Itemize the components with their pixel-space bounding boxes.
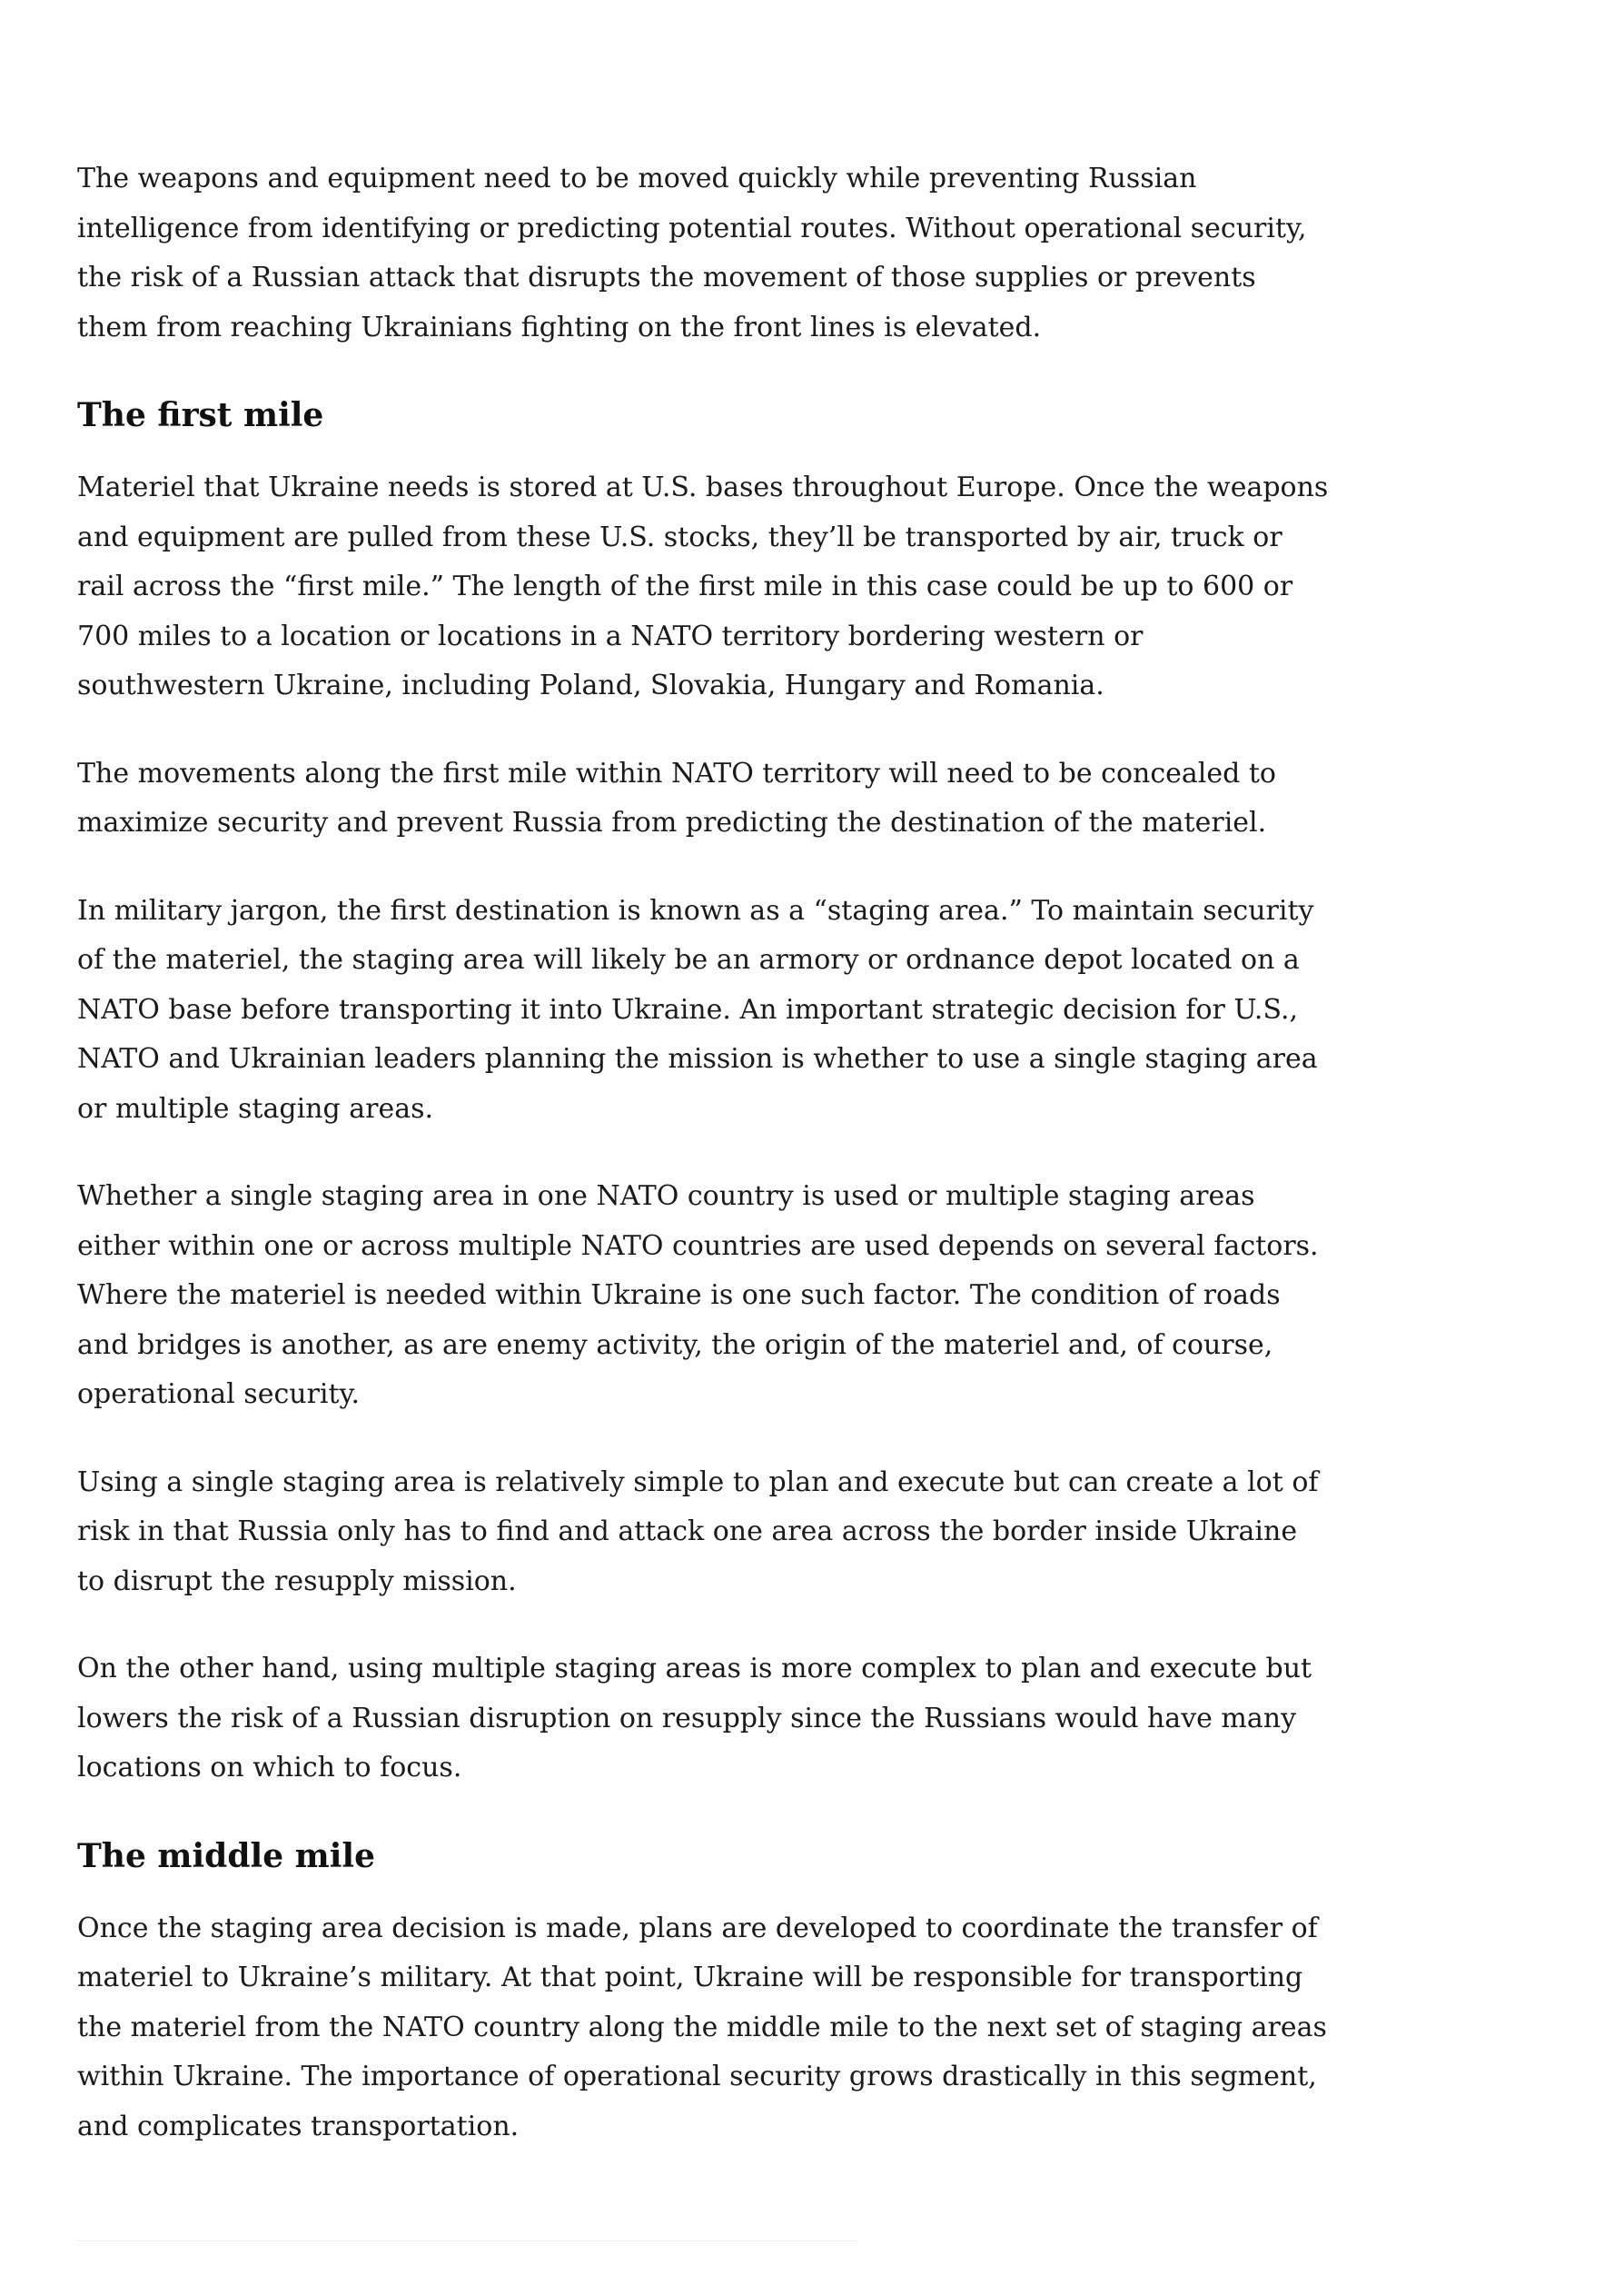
article-body: [77, 154, 1331, 2190]
paragraph: The movements along the first mile within NATO territory will need to be concealed to maximize security and prevent Russia from predicting the destination of the materiel.: [77, 757, 1276, 839]
footer-divider: [77, 2240, 858, 2241]
paragraph: Materiel that Ukraine needs is stored at U.S. bases throughout Europe. Once the weapons and equipment are pulled from these U.S. stocks, they’ll be transported by air, truck or rail across the “first mile.” The length of the first mile in this case could be up to 600 or 700 miles to a location or locations in a NATO territory bordering western or southwestern Ukraine, including Poland, Slovakia, Hungary and Romania.: [77, 472, 1329, 701]
paragraph: Whether a single staging area in one NATO country is used or multiple staging areas either within one or across multiple NATO countries are used depends on several factors. Where the materiel is needed within Ukraine is one such factor. The condition of roads and bridges is another, as are enemy activity, the origin of the materiel and, of course, operational security.: [77, 1180, 1319, 1410]
paragraph: In military jargon, the first destination is known as a “staging area.” To maintain security of the materiel, the staging area will likely be an armory or ordnance depot located on a NATO base before transporting it into Ukraine. An important strategic decision for U.S., NATO and Ukrainian leaders planning the mission is whether to use a single staging area or multiple staging areas.: [77, 894, 1318, 1125]
paragraph: Using a single staging area is relatively simple to plan and execute but can create a lot of risk in that Russia only has to find and attack one area across the border inside Ukraine to disrupt the resupply mission.: [77, 1465, 1319, 1597]
paragraph: Once the staging area decision is made, plans are developed to coordinate the transfer of materiel to Ukraine’s military. At that point, Ukraine will be responsible for transporting the materiel from the NATO country along the middle mile to the next set of staging areas within Ukraine. The importance of operational security grows drastically in this segment, and complicates transportation.: [77, 1912, 1327, 2142]
paragraph: On the other hand, using multiple staging areas is more complex to plan and execute but lowers the risk of a Russian disruption on resupply since the Russians would have many locations on which to focus.: [77, 1653, 1312, 1783]
section-heading-first-mile: The first mile: [77, 396, 324, 434]
intro-paragraph: The weapons and equipment need to be moved quickly while preventing Russian intelligence from identifying or predicting potential routes. Without operational security, the risk of a Russian attack that disrupts the movement of those supplies or prevents them from reaching Ukrainians fighting on the front lines is elevated.: [77, 163, 1307, 343]
section-heading-middle-mile: The middle mile: [77, 1836, 375, 1875]
